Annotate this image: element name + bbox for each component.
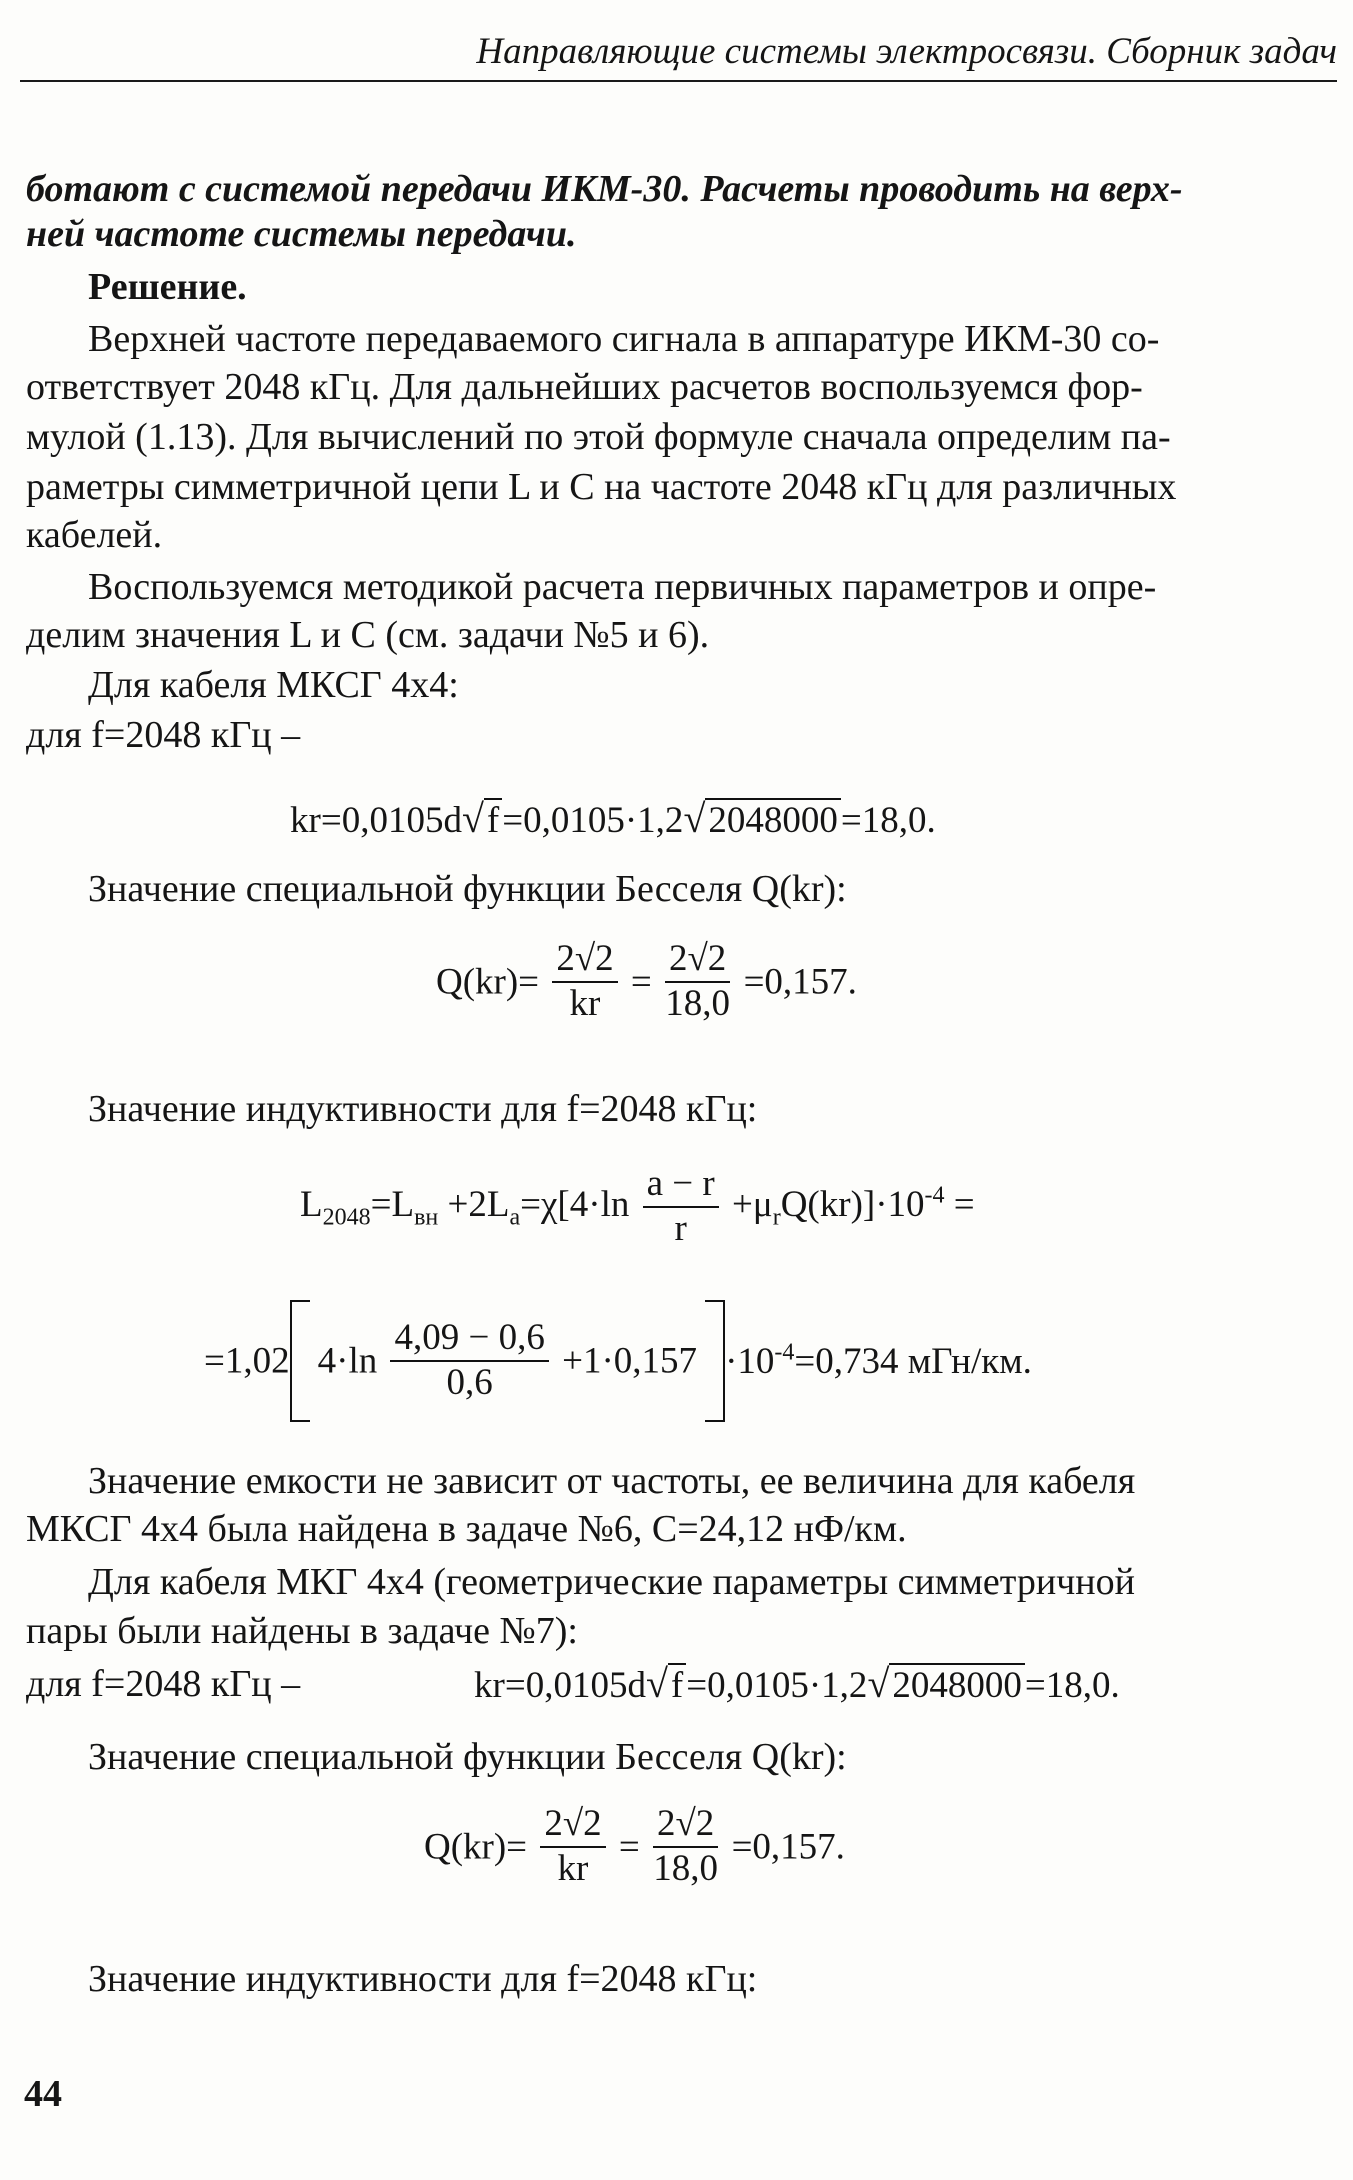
cable-2-line-1: Для кабеля МКГ 4х4 (геометрические параметры симметричной	[88, 1561, 1135, 1603]
task-text-line-1: ботают с системой передачи ИКМ-30. Расчеты проводить на верх-	[26, 168, 1183, 210]
bessel-label: Значение специальной функции Бесселя Q(kr):	[88, 868, 847, 910]
solution-heading: Решение.	[88, 266, 247, 308]
right-bracket	[705, 1300, 725, 1422]
paragraph-2-line-1: Воспользуемся методикой расчета первичных параметров и опре-	[88, 566, 1157, 608]
inductance-label: Значение индуктивности для f=2048 кГц:	[88, 1088, 758, 1130]
capacitance-line-2: МКСГ 4х4 была найдена в задаче №6, С=24,12 нФ/км.	[26, 1508, 907, 1550]
bessel-label-2: Значение специальной функции Бесселя Q(kr):	[88, 1736, 847, 1778]
cable-2-line-2: пары были найдены в задаче №7):	[26, 1610, 578, 1652]
frequency-label: для f=2048 кГц –	[26, 714, 301, 756]
header-rule	[20, 80, 1337, 82]
kr-formula: kr=0,0105d√f=0,0105·1,2√2048000=18,0.	[290, 796, 936, 841]
paragraph-1-line-5: кабелей.	[26, 514, 163, 556]
frequency-label-2: для f=2048 кГц –	[26, 1663, 301, 1705]
paragraph-1-line-4: раметры симметричной цепи L и C на частоте 2048 кГц для различных	[26, 466, 1177, 508]
page-number: 44	[24, 2073, 62, 2115]
capacitance-line-1: Значение емкости не зависит от частоты, ее величина для кабеля	[88, 1460, 1136, 1502]
running-header: Направляющие системы электросвязи. Сборник задач	[476, 31, 1337, 72]
inductance-calculation: =1,02 4·ln $\frac{4,09 - 0,6}{0,6}$ $+1\cdot 0,157 \cdot 10^{-4}=0,734$ мГн/км.	[204, 1300, 1032, 1422]
task-text-line-2: ней частоте системы передачи.	[26, 213, 577, 255]
bessel-formula: Q(kr)= $\frac{2√2}{kr}$ = $\frac{2√2}{18,0}$ =0,157.	[436, 938, 857, 1024]
paragraph-2-line-2: делим значения L и C (см. задачи №5 и 6).	[26, 614, 710, 656]
left-bracket	[290, 1300, 310, 1422]
bessel-formula-2: Q(kr)= $\frac{2√2}{kr}$ = $\frac{2√2}{18,0}$ =0,157.	[424, 1803, 845, 1889]
kr-formula-2: kr=0,0105d√f=0,0105·1,2√2048000=18,0.	[474, 1661, 1120, 1706]
inductance-formula: $L_{2048}=L_{вн} +2L_а=\chi[4\cdot\ln$ $\frac{a - r}{r}$ $+\mu_rQ(kr)]\cdot 10^{-4}$ =	[300, 1163, 975, 1249]
cable-1-heading: Для кабеля МКСГ 4х4:	[88, 664, 459, 706]
paragraph-1-line-2: ответствует 2048 кГц. Для дальнейших расчетов воспользуемся фор-	[26, 366, 1143, 408]
paragraph-1-line-3: мулой (1.13). Для вычислений по этой формуле сначала определим па-	[26, 416, 1171, 458]
paragraph-1-line-1: Верхней частоте передаваемого сигнала в аппаратуре ИКМ-30 со-	[88, 318, 1160, 360]
inductance-label-2: Значение индуктивности для f=2048 кГц:	[88, 1958, 758, 2000]
